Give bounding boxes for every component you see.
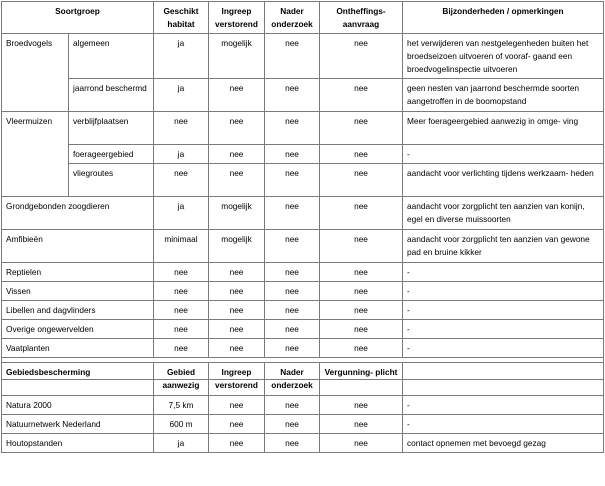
ontheffing-cell: nee (320, 34, 403, 79)
table-row (2, 34, 604, 79)
header-gebied-aanwezig: Gebied aanwezig (154, 363, 209, 396)
subgroup-cell: jaarrond beschermd (69, 79, 154, 112)
habitat-cell: minimaal (154, 230, 209, 263)
group-cell: Natura 2000 (2, 396, 154, 415)
area-protection-table (1, 362, 604, 453)
habitat-cell: nee (154, 164, 209, 197)
habitat-cell: nee (154, 112, 209, 145)
table-row (2, 79, 604, 112)
group-cell: Amfibieën (2, 230, 154, 263)
subgroup-cell: verblijfplaatsen (69, 112, 154, 145)
table-row (2, 301, 604, 320)
ingreep-cell: nee (209, 145, 265, 164)
vergunning-cell: nee (320, 415, 403, 434)
ontheffing-cell: nee (320, 301, 403, 320)
remark-cell: - (403, 320, 604, 339)
remark-cell: geen nesten van jaarrond beschermde soorten aangetroffen in de boomopstand (403, 79, 604, 112)
ingreep-cell: nee (209, 263, 265, 282)
header-soortgroep: Soortgroep (2, 2, 154, 34)
ontheffing-cell: nee (320, 197, 403, 230)
header-ingreep-verstorend: Ingreep verstorend (209, 363, 265, 396)
nader-cell: nee (265, 263, 320, 282)
nader-cell: nee (265, 145, 320, 164)
species-table (1, 1, 604, 380)
habitat-cell: ja (154, 197, 209, 230)
nader-cell: nee (265, 197, 320, 230)
header-geschikt-habitat: Geschikt habitat (154, 2, 209, 34)
ingreep-cell: nee (209, 396, 265, 415)
header-vergunningplicht: Vergunning- plicht (320, 363, 403, 396)
ingreep-cell: nee (209, 339, 265, 358)
header-ingreep-verstorend: Ingreep verstorend (209, 2, 265, 34)
nader-cell: nee (265, 282, 320, 301)
group-cell: Grondgebonden zoogdieren (2, 197, 154, 230)
table-row (2, 230, 604, 263)
habitat-cell: ja (154, 34, 209, 79)
ingreep-cell: nee (209, 79, 265, 112)
habitat-cell: nee (154, 282, 209, 301)
ingreep-cell: nee (209, 415, 265, 434)
table-row (2, 320, 604, 339)
group-cell: Houtopstanden (2, 434, 154, 453)
ingreep-cell: mogelijk (209, 230, 265, 263)
remark-cell: - (403, 301, 604, 320)
habitat-cell: nee (154, 263, 209, 282)
remark-cell: - (403, 339, 604, 358)
nader-cell: nee (265, 112, 320, 145)
nader-cell: nee (265, 164, 320, 197)
ontheffing-cell: nee (320, 320, 403, 339)
nader-cell: nee (265, 79, 320, 112)
ingreep-cell: nee (209, 112, 265, 145)
ontheffing-cell: nee (320, 263, 403, 282)
header-nader-onderzoek: Nader onderzoek (265, 363, 320, 396)
nader-cell: nee (265, 396, 320, 415)
nader-cell: nee (265, 301, 320, 320)
table-row (2, 164, 604, 197)
aanwezig-cell: 600 m (154, 415, 209, 434)
area-header-row (2, 363, 604, 396)
habitat-cell: ja (154, 79, 209, 112)
ingreep-cell: nee (209, 320, 265, 339)
group-cell: Broedvogels (2, 34, 69, 112)
remark-cell: Meer foerageergebied aanwezig in omge- ving (403, 112, 604, 145)
ontheffing-cell: nee (320, 230, 403, 263)
table-row (2, 434, 604, 453)
vergunning-cell: nee (320, 396, 403, 415)
table-row (2, 396, 604, 415)
ingreep-cell: nee (209, 301, 265, 320)
table-row (2, 263, 604, 282)
aanwezig-cell: ja (154, 434, 209, 453)
ingreep-cell: mogelijk (209, 34, 265, 79)
ontheffing-cell: nee (320, 79, 403, 112)
table-row (2, 415, 604, 434)
table-row (2, 282, 604, 301)
habitat-cell: ja (154, 145, 209, 164)
vergunning-cell: nee (320, 434, 403, 453)
subgroup-cell: algemeen (69, 34, 154, 79)
ingreep-cell: nee (209, 164, 265, 197)
habitat-cell: nee (154, 339, 209, 358)
habitat-cell: nee (154, 320, 209, 339)
group-cell: Overige ongewervelden (2, 320, 154, 339)
habitat-cell: nee (154, 301, 209, 320)
group-cell: Libellen and dagvlinders (2, 301, 154, 320)
ontheffing-cell: nee (320, 339, 403, 358)
subgroup-cell: vliegroutes (69, 164, 154, 197)
ingreep-cell: nee (209, 282, 265, 301)
remark-cell: - (403, 415, 604, 434)
remark-cell: aandacht voor zorgplicht ten aanzien van gewone pad en bruine kikker (403, 230, 604, 263)
species-header-row (2, 2, 604, 34)
remark-cell: contact opnemen met bevoegd gezag (403, 434, 604, 453)
nader-cell: nee (265, 230, 320, 263)
ontheffing-cell: nee (320, 164, 403, 197)
header-bijzonderheden: Bijzonderheden / opmerkingen (403, 2, 604, 34)
table-row (2, 112, 604, 145)
group-cell: Vaatplanten (2, 339, 154, 358)
aanwezig-cell: 7,5 km (154, 396, 209, 415)
nader-cell: nee (265, 415, 320, 434)
remark-cell: het verwijderen van nestgelegenheden buiten het broedseizoen uitvoeren of vooraf- gaand een broedvogelinspectie uitvoeren (403, 34, 604, 79)
remark-cell: aandacht voor zorgplicht ten aanzien van konijn, egel en diverse muissoorten (403, 197, 604, 230)
table-row (2, 197, 604, 230)
table-row (2, 145, 604, 164)
group-cell: Vissen (2, 282, 154, 301)
group-cell: Vleermuizen (2, 112, 69, 197)
remark-cell: aandacht voor verlichting tijdens werkzaam- heden (403, 164, 604, 197)
ontheffing-cell: nee (320, 282, 403, 301)
remark-cell: - (403, 145, 604, 164)
remark-cell: - (403, 263, 604, 282)
table-row (2, 339, 604, 358)
remark-cell: - (403, 282, 604, 301)
group-cell: Reptielen (2, 263, 154, 282)
nader-cell: nee (265, 434, 320, 453)
nader-cell: nee (265, 320, 320, 339)
ingreep-cell: nee (209, 434, 265, 453)
nader-cell: nee (265, 34, 320, 79)
ontheffing-cell: nee (320, 112, 403, 145)
ingreep-cell: mogelijk (209, 197, 265, 230)
group-cell: Natuurnetwerk Nederland (2, 415, 154, 434)
header-nader-onderzoek: Nader onderzoek (265, 2, 320, 34)
subgroup-cell: foerageergebied (69, 145, 154, 164)
ontheffing-cell: nee (320, 145, 403, 164)
remark-cell: - (403, 396, 604, 415)
header-ontheffingsaanvraag: Ontheffings- aanvraag (320, 2, 403, 34)
header-empty (403, 363, 604, 396)
nader-cell: nee (265, 339, 320, 358)
header-gebiedsbescherming: Gebiedsbescherming (2, 363, 154, 396)
